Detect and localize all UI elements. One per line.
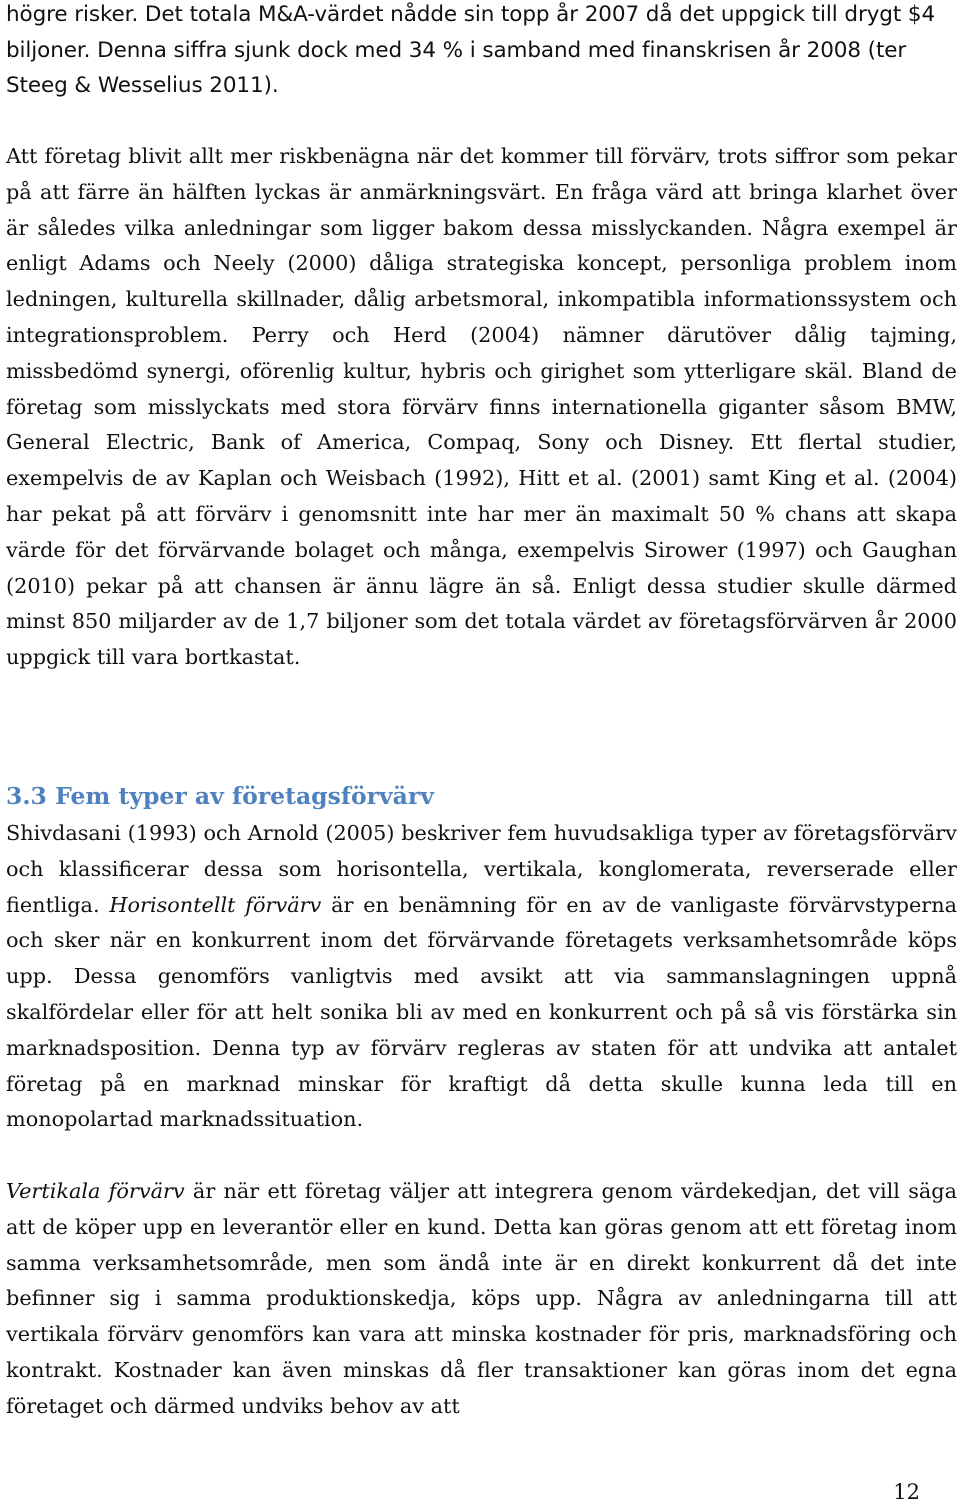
body-paragraph-1: Att företag blivit allt mer riskbenägna när det kommer till förvärv, trots siffror som pekar på att färre än hälften lyckas är anmärkningsvärt. En fråga värd att bringa klarhet över är således vilka anledningar som ligger bakom dessa misslyckanden. Några exempel är enligt Adams och Neely (2000) dåliga strategiska koncept, personliga problem inom ledningen, kulturella skillnader, dålig arbetsmoral, inkompatibla informationssystem och integrationsproblem. Perry och Herd (2004) nämner därutöver dålig tajming, missbedömd synergi, oförenlig kultur, hybris och girighet som ytterligare skäl. Bland de företag som misslyckats med stora förvärv finns internationella giganter såsom BMW, General Electric, Bank of America, Compaq, Sony och Disney. Ett flertal studier, exempelvis de av Kaplan och Weisbach (1992), Hitt et al. (2001) samt King et al. (2004) har pekat på att förvärv i genomsnitt inte har mer än maximalt 50 % chans att skapa värde för det förvärvande bolaget och många, exempelvis Sirower (1997) och Gaughan (2010) pekar på att chansen är ännu lägre än så. Enligt dessa studier skulle därmed minst 850 miljarder av de 1,7 biljoner som det totala värdet av företagsförvärven år 2000 uppgick till vara bortkastat. — [6, 144, 957, 670]
term-vertikala-forvarv: Vertikala förvärv — [6, 1179, 185, 1203]
body-paragraph-2 — [6, 816, 957, 1138]
page-number: 12 — [893, 1480, 920, 1504]
paragraph-3-text: är när ett företag väljer att integrera genom värdekedjan, det vill säga att de köper upp en leverantör eller en kund. Detta kan göras genom att ett företag inom samma verksamhetsområde, men som ändå inte är en direkt konkurrent då det inte befinner sig i samma produktionskedja, köps upp. Några av anledningarna till att vertikala förvärv genomförs kan vara att minska kostnader för pris, marknadsföring och kontrakt. Kostnader kan även minskas då fler transaktioner kan göras inom det egna företaget och därmed undviks behov av att — [6, 1179, 957, 1418]
intro-paragraph: högre risker. Det totala M&A-värdet nådde sin topp år 2007 då det uppgick till drygt $4 biljoner. Denna siffra sjunk dock med 34 % i samband med finanskrisen år 2008 (ter Steeg & Wesselius 2011). — [6, 2, 936, 98]
body-paragraph-3 — [6, 1174, 957, 1425]
paragraph-2-text-start: Shivdasani (1993) och Arnold (2005) beskriver fem huvudsakliga typer av företagsförvärv och klassificerar dessa som horisontella, vertikala, konglomerata, reverserade eller fientliga. — [6, 821, 957, 917]
section-heading: 3.3 Fem typer av företagsförvärv — [6, 782, 434, 810]
paragraph-2-text-end: är en benämning för en av de vanligaste förvärvstyperna och sker när en konkurrent inom det förvärvande företagets verksamhetsområde köps upp. Dessa genomförs vanligtvis med avsikt att via sammanslagningen uppnå skalfördelar eller för att helt sonika bli av med en konkurrent och på så vis förstärka sin marknadsposition. Denna typ av förvärv regleras av staten för att undvika att antalet företag på en marknad minskar för kraftigt då detta skulle kunna leda till en monopolartad marknadssituation. — [6, 892, 957, 1132]
term-horisontellt-forvarv: Horisontellt förvärv — [109, 892, 322, 917]
